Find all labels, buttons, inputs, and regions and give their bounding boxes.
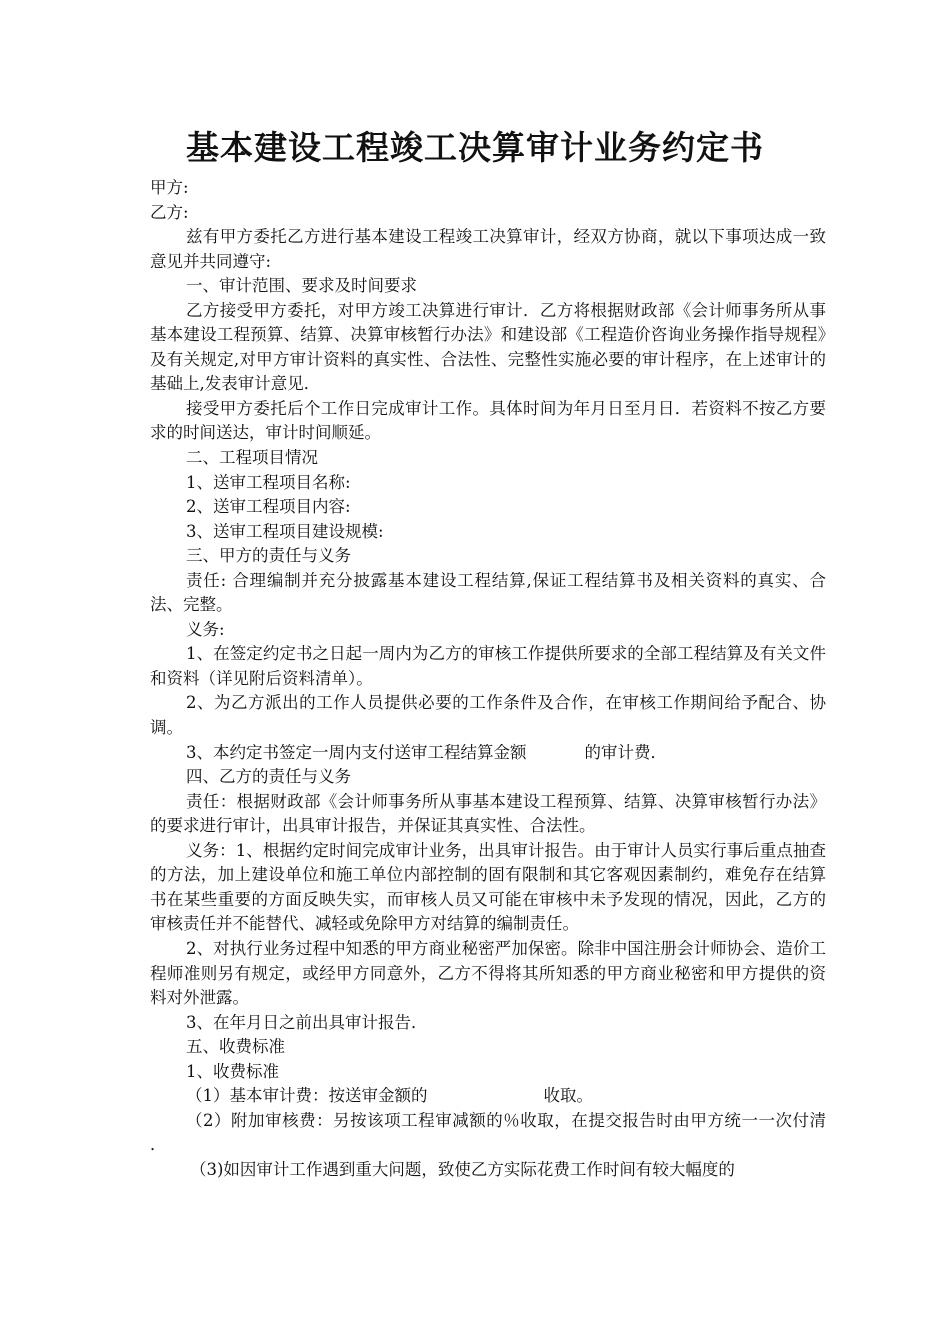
section-4-duty-3: 3、在年月日之前出具审计报告． [186,1012,428,1032]
section-4-heading: 四、乙方的责任与义务 [186,767,351,787]
section-1-paragraph-2: 接受甲方委托后个工作日完成审计工作。具体时间为年月日至月日．若资料不按乙方要求的时间送达，审计时间顺延。 [150,398,826,443]
section-5-item-1 [150,1084,826,1109]
section-2-item-1: 1、送审工程项目名称: [186,472,351,492]
section-3-duty-3 [150,741,826,766]
section-5-item-1-part-b: 收取。 [543,1086,593,1106]
section-5-item-2: （2）附加审核费：另按该项工程审减额的％收取，在提交报告时由甲方统一一次付清 ． [150,1110,826,1155]
document-body [150,176,826,1182]
section-2-item-2: 2、送审工程项目内容: [186,497,351,517]
section-2-heading: 二、工程项目情况 [186,448,318,468]
section-2-item-3: 3、送审工程项目建设规模: [186,521,384,541]
section-4-responsibility: 责任：根据财政部《会计师事务所从事基本建设工程预算、结算、决算审核暂行办法》的要求进行审计，出具审计报告，并保证其真实性、合法性。 [150,791,826,836]
section-3-duty-3-part-a: 3、本约定书签定一周内支付送审工程结算金额 [186,742,527,762]
section-3-duty-2: 2、为乙方派出的工作人员提供必要的工作条件及合作，在审核工作期间给予配合、协调。 [150,693,826,738]
section-4-duty-1: 义务：1、根据约定时间完成审计业务，出具审计报告。由于审计人员实行事后重点抽查的方法，加上建设单位和施工单位内部控制的固有限制和其它客观因素制约，难免存在结算书在某些重要的方面反映失实，而审核人员又可能在审核中未予发现的情况，因此，乙方的审核责任并不能替代、减轻或免除甲方对结算的编制责任。 [150,840,826,934]
section-5-subheading: 1、收费标准 [186,1061,279,1081]
section-5-item-1-part-a: （1）基本审计费：按送审金额的 [186,1086,428,1106]
section-3-duty-1: 1、在签定约定书之日起一周内为乙方的审核工作提供所要求的全部工程结算及有关文件和资料（详见附后资料清单）。 [150,644,826,688]
section-5-item-3: （3)如因审计工作遇到重大问题，致使乙方实际花费工作时间有较大幅度的 [190,1159,735,1179]
party-b-line: 乙方: [150,202,189,222]
section-1-paragraph-1: 乙方接受甲方委托，对甲方竣工决算进行审计．乙方将根据财政部《会计师事务所从事基本建设工程预算、结算、决算审核暂行办法》和建设部《工程造价咨询业务操作指导规程》及有关规定,对甲方审计资料的真实性、合法性、完整性实施必要的审计程序，在上述审计的基础上,发表审计意见． [150,300,826,394]
document-title: 基本建设工程竣工决算审计业务约定书 [186,128,764,167]
section-5-heading: 五、收费标准 [186,1037,285,1057]
party-a-line: 甲方: [150,178,189,197]
section-3-duty-label: 义务: [186,619,225,639]
intro-paragraph: 兹有甲方委托乙方进行基本建设工程竣工决算审计，经双方协商，就以下事项达成一致意见并共同遵守: [150,227,826,271]
section-3-heading: 三、甲方的责任与义务 [186,546,351,566]
section-1-heading: 一、审计范围、要求及时间要求 [186,276,417,296]
section-3-duty-3-part-b: 的审计费． [584,742,667,762]
section-3-responsibility: 责任: 合理编制并充分披露基本建设工程结算,保证工程结算书及相关资料的真实、合法、完整。 [150,570,826,615]
section-4-duty-2: 2、对执行业务过程中知悉的甲方商业秘密严加保密。除非中国注册会计师协会、造价工程师准则另有规定，或经甲方同意外，乙方不得将其所知悉的甲方商业秘密和甲方提供的资料对外泄露。 [150,938,826,1008]
